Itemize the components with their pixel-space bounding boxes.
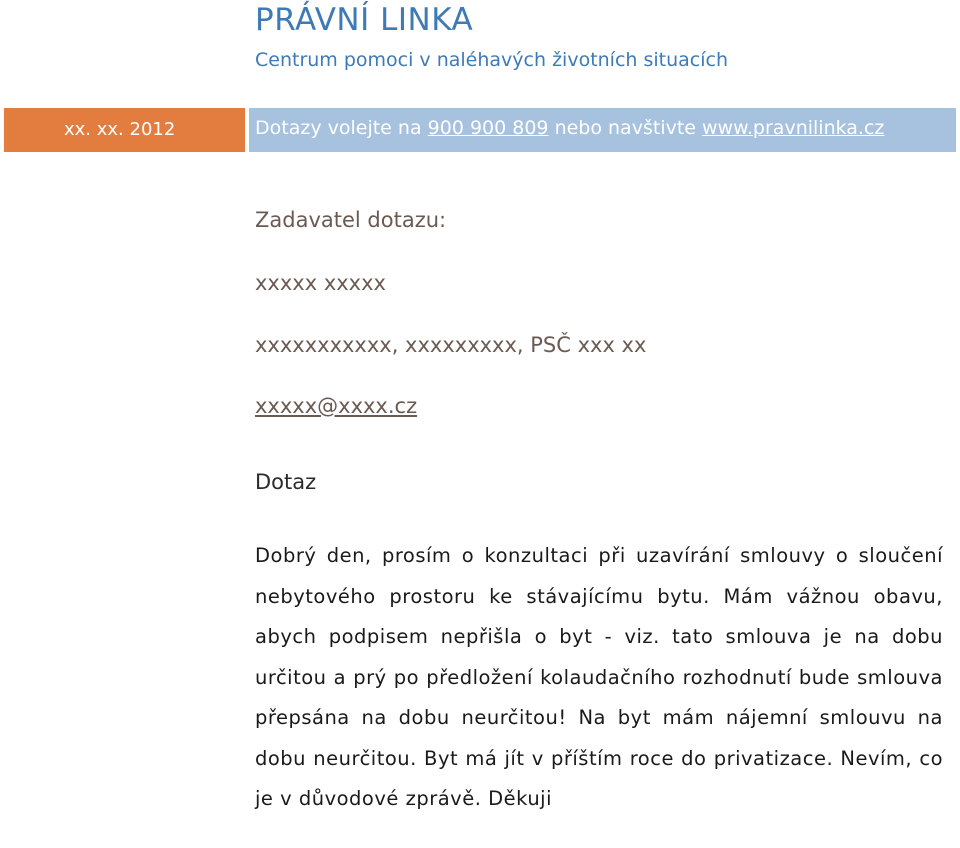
date-text: xx. xx. 2012 [64, 119, 176, 140]
info-prefix: Dotazy volejte na [255, 117, 422, 139]
page-subtitle: Centrum pomoci v naléhavých životních situacích [255, 49, 729, 71]
query-text: Dobrý den, prosím o konzultaci při uzavírání smlouvy o sloučení nebytového prostoru ke stávajícímu bytu. Mám vážnou obavu, abych podpisem nepřišla o byt - viz. tato smlouva je na dobu určitou a prý po předložení kolaudačního rozhodnutí bude smlouva přepsána na dobu neurčitou! Na byt mám nájemní smlouvu na dobu neurčitou. Byt má jít v příštím roce do privatizace. Nevím, co je v důvodové zprávě. Děkuji [255, 544, 943, 810]
info-text [255, 117, 884, 139]
info-banner [249, 108, 956, 152]
phone-link[interactable]: 900 900 809 [427, 117, 549, 139]
submitter-address: xxxxxxxxxxx, xxxxxxxxx, PSČ xxx xx [255, 333, 647, 357]
query-heading: Dotaz [255, 470, 317, 494]
submitter-email-link[interactable]: xxxxx@xxxx.cz [255, 394, 418, 418]
submitter-label: Zadavatel dotazu: [255, 208, 447, 232]
date-banner [4, 108, 245, 152]
submitter-name: xxxxx xxxxx [255, 271, 386, 295]
website-link[interactable]: www.pravnilinka.cz [702, 117, 885, 139]
info-middle: nebo navštivte [554, 117, 696, 139]
page-title: PRÁVNÍ LINKA [255, 2, 474, 38]
